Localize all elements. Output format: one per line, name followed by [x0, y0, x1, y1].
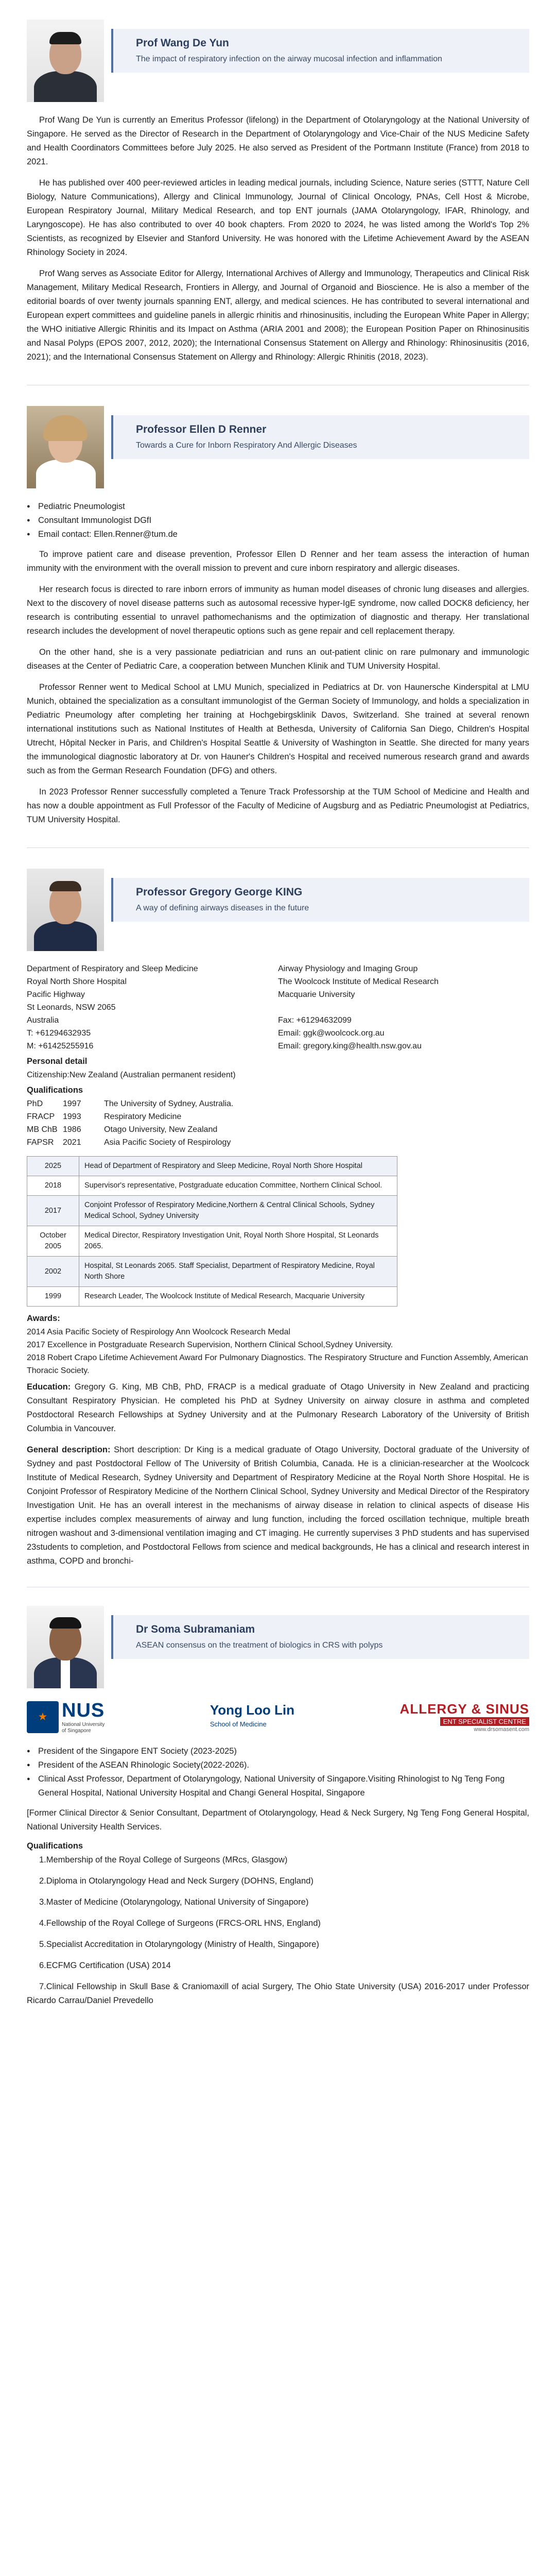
education-paragraph: Education: Gregory G. King, MB ChB, PhD, FRACP is a medical graduate of Otago University in New Zealand and practicing Consultant Respiratory Physician. He completed his PhD at Sydney University on airway closure in asthma and completed Postdoctoral Research Fellowships at Sydney University and at the Pulmonary Research Laboratory of the University of British Columbia in Vancouver. — [27, 1382, 529, 1433]
qualification-item: 7.Clinical Fellowship in Skull Base & Craniomaxill of acial Surgery, The Ohio State University (USA) 2016-2017 under Professor Ricardo Carrau/Daniel Prevedello — [27, 1982, 529, 2005]
table-row: 1999 Research Leader, The Woolcock Institute of Medical Research, Macquarie University — [27, 1287, 397, 1307]
phone-number: M: +61425255916 — [27, 1042, 94, 1050]
qualification-row: MB ChB 1986 Otago University, New Zealand — [27, 1125, 218, 1134]
profile-header — [27, 1606, 529, 1688]
citizenship: Citizenship:New Zealand (Australian permanent resident) — [27, 1071, 236, 1079]
qualification-item: 1.Membership of the Royal College of Surgeons (MRcs, Glasgow) — [39, 1855, 288, 1865]
address-line: Royal North Shore Hospital — [27, 977, 127, 986]
portrait-photo — [27, 1606, 104, 1688]
portrait-photo — [27, 869, 104, 951]
qualification-item: 2.Diploma in Otolaryngology Head and Neck Surgery (DOHNS, England) — [39, 1876, 314, 1886]
role-item: ● Clinical Asst Professor, Department of Otolaryngology, National University of Singapore.Visiting Rhinologist to Ng Teng Fong General Hospital, National University Hospital and Changi General Hospital, Singapore — [27, 1772, 529, 1800]
table-row: October 2005 Medical Director, Respiratory Investigation Unit, Royal North Shore Hospital, St Leonards 2065. — [27, 1226, 397, 1257]
portrait-photo — [27, 406, 104, 488]
profile-wang-de-yun — [0, 0, 556, 364]
profile-title-box — [111, 878, 529, 922]
affiliation-logos — [27, 1700, 529, 1734]
profile-gregory-king — [0, 869, 556, 1568]
award-item: 2014 Asia Pacific Society of Respirology Ann Woolcock Research Medal — [27, 1328, 290, 1336]
qualification-item: 3.Master of Medicine (Otolaryngology, National University of Singapore) — [39, 1897, 309, 1907]
address-line: The Woolcock Institute of Medical Research — [278, 977, 439, 986]
bio-paragraph: In 2023 Professor Renner successfully completed a Tenure Track Professorship at the TUM School of Medicine and Health and has now a double appointment as Full Professor of the Faculty of Medicine of Augsburg and as Pediatric Pneumologist at Pediatrics, TUM University Hospital. — [27, 787, 529, 824]
contact-phone-email — [27, 1027, 529, 1053]
bio-paragraph: He has published over 400 peer-reviewed articles in leading medical journals, including Science, Nature series (STTT, Nature Cell Biology, Nature Communications), Allergy and Clinical Immunology, Journal of Clinical Oncology, PNAs, Cell Host & Microbe, European Respiratory Journal, Military Medical Research, and top ENT journals (JAMA Otolaryngology, IFAR, Rhinology, and Laryngoscope). He has also contributed to over 40 book chapters. From 2020 to 2024, he was listed among the World's Top 2% Scientists, as recognized by Elsevier and Stanford University. He was honored with the Lifetime Achievement Award by the ASEAN Rhinology Society in 2024. — [27, 178, 529, 257]
profile-tagline: A way of defining airways diseases in the future — [136, 904, 309, 912]
address-line: Pacific Highway — [27, 990, 85, 999]
personal-detail-heading: Personal detail — [27, 1057, 88, 1066]
profile-title-box — [111, 415, 529, 459]
address-line: Macquarie University — [278, 990, 355, 999]
qualifications-list — [27, 1097, 529, 1149]
qualifications-heading: Qualifications — [27, 1086, 83, 1095]
role-list — [27, 1744, 529, 1800]
qualification-row: FRACP 1993 Respiratory Medicine — [27, 1112, 182, 1121]
phone-number: T: +61294632935 — [27, 1029, 91, 1038]
profile-header — [27, 869, 529, 951]
profile-name: Prof Wang De Yun — [136, 37, 229, 49]
role-item: ● Pediatric Pneumologist — [27, 500, 529, 514]
profile-title-box — [111, 1615, 529, 1659]
profile-name: Professor Ellen D Renner — [136, 423, 267, 435]
ylls-medicine-logo: Yong Loo Lin School of Medicine — [210, 1702, 295, 1728]
profile-tagline: Towards a Cure for Inborn Respiratory And Allergic Diseases — [136, 441, 357, 450]
qualification-row: PhD 1997 The University of Sydney, Australia. — [27, 1099, 234, 1108]
table-row: 2017 Conjoint Professor of Respiratory Medicine,Northern & Central Clinical Schools, Sydney Medical School, Sydney University — [27, 1196, 397, 1226]
portrait-photo — [27, 20, 104, 102]
nus-crest-icon: ★ — [27, 1701, 59, 1733]
bio-paragraph: Her research focus is directed to rare inborn errors of immunity as human model diseases of chronic lung diseases and allergies. Next to the discovery of novel disease patterns such as autosomal recessive hyper-IgE syndrome, now called DOCK8 deficiency, her research is contributing essential to unravel pathomechanisms and the optimization of diagnostic and therapy. Her translational research includes the development of novel therapeutic options such as gene repair and cell replacement therapy. — [27, 585, 529, 636]
nus-logo: ★ NUS National University of Singapore — [27, 1700, 105, 1734]
role-item: ● President of the Singapore ENT Society (2023-2025) — [27, 1744, 529, 1758]
bio-paragraph: On the other hand, she is a very passionate pediatrician and runs an out-patient clinic on rare pulmonary and immunologic diseases at the Center of Pediatric Care, a cooperation between Munchen Klinik and TUM University Hospital. — [27, 648, 529, 671]
contact-address — [27, 962, 529, 1027]
bio-paragraph: To improve patient care and disease prevention, Professor Ellen D Renner and her team assess the interaction of human immunity with the environment with the overall mission to prevent and cure inborn respiratory and allergic diseases. — [27, 550, 529, 573]
profile-tagline: ASEAN consensus on the treatment of biologics in CRS with polyps — [136, 1641, 383, 1650]
profile-soma-subramaniam — [0, 1606, 556, 2008]
profile-header — [27, 20, 529, 102]
qualification-item: 5.Specialist Accreditation in Otolaryngology (Ministry of Health, Singapore) — [39, 1940, 319, 1949]
role-item: ● President of the ASEAN Rhinologic Society(2022-2026). — [27, 1758, 529, 1772]
profile-tagline: The impact of respiratory infection on the airway mucosal infection and inflammation — [136, 55, 442, 63]
address-line: St Leonards, NSW 2065 — [27, 1003, 116, 1012]
role-list — [27, 500, 529, 541]
email-link[interactable]: Email: ggk@woolcock.org.au — [278, 1029, 385, 1038]
address-line: Airway Physiology and Imaging Group — [278, 964, 418, 973]
table-row: 2002 Hospital, St Leonards 2065. Staff Specialist, Department of Respiratory Medicine, Royal North Shore — [27, 1257, 397, 1287]
address-line — [278, 1001, 529, 1014]
award-item: 2018 Robert Crapo Lifetime Achievement Award For Pulmonary Diagnostics. The Respiratory Structure and Function Assembly, American Thoracic Society. — [27, 1353, 528, 1375]
qualification-row: FAPSR 2021 Asia Pacific Society of Respirology — [27, 1138, 231, 1147]
email-link[interactable]: Email: gregory.king@health.nsw.gov.au — [278, 1042, 422, 1050]
awards-heading: Awards: — [27, 1314, 60, 1323]
qualifications-heading: Qualifications — [27, 1841, 83, 1851]
qualification-item: 4.Fellowship of the Royal College of Surgeons (FRCS-ORL HNS, England) — [39, 1919, 321, 1928]
bio-paragraph: Professor Renner went to Medical School at LMU Munich, specialized in Pediatrics at Dr. von Haunersche Kinderspital at LMU Munich, obtained the specialization as a consultant immunologist of the German Society of Immunology, and holds a specialization in Pediatric Pneumology after completing her training at Hochgebirgsklinik Davos, Switzerland. She trained at several renown international institutions such as National Institutes of Health at Bethesda, University of California San Diego, Children's Hospital Utrecht, Hôpital Necker in Paris, and Children's Hospital Seattle & University of Washington in Seattle. She directed for many years the immunological diagnostic laboratory at Dr. von Hauner's Children's Hospital and received numerous research grand and awards such as from the German Research Foundation (DFG) and others. — [27, 683, 529, 775]
allergy-sinus-centre-logo: ALLERGY & SINUS ENT SPECIALIST CENTRE www.drsomasent.com — [399, 1701, 529, 1733]
profile-title-box — [111, 29, 529, 73]
award-item: 2017 Excellence in Postgraduate Research Supervision, Northern Clinical School,Sydney University. — [27, 1341, 393, 1349]
email-item[interactable]: ● Email contact: Ellen.Renner@tum.de — [27, 528, 529, 541]
former-role: [Former Clinical Director & Senior Consultant, Department of Otolaryngology, Head & Neck Surgery, Ng Teng Fong General Hospital, National University Health Services. — [27, 1808, 529, 1832]
address-line: Australia — [27, 1016, 59, 1025]
profile-header — [27, 406, 529, 488]
table-row: 2025 Head of Department of Respiratory and Sleep Medicine, Royal North Shore Hospital — [27, 1157, 397, 1176]
bio-paragraph: Prof Wang De Yun is currently an Emeritus Professor (lifelong) in the Department of Otolaryngology at the National University of Singapore. He served as the Director of Research in the Department of Otolaryngology and Vice-Chair of the NUS Medicine Safety and Health Coordinators Committees before July 2025. He also served as President of the Portmann Institute (France) from 2018 to 2021. — [27, 115, 529, 166]
profile-name: Dr Soma Subramaniam — [136, 1623, 255, 1635]
profile-name: Professor Gregory George KING — [136, 886, 303, 898]
role-item: ● Consultant Immunologist DGfI — [27, 514, 529, 528]
bio-paragraph: Prof Wang serves as Associate Editor for Allergy, International Archives of Allergy and Immunology, Therapeutics and Clinical Risk Management, Military Medical Research, Frontiers in Allergy, and Journal of Organoid and Bioscience. He is also a member of the editorial boards of over twenty journals spanning ENT, allergy, and medical sciences. He has contributed to several international and European expert committees and guideline panels in allergic rhinitis and rhinosinusitis, including the European White Paper in Allergy; the WHO initiative Allergic Rhinitis and its Impact on Asthma (ARIA 2001 and 2008); the European Position Paper on Rhinosinusitis and Nasal Polyps (EPOS 2007, 2012, 2020); the International Consensus Statement on Allergy and Rhinology: Rhinosinusitis (2016, 2021); and the International Consensus Statement on Allergy and Rhinology: Allergic Rhinitis (2018, 2023). — [27, 269, 529, 362]
general-description-paragraph: General description: Short description: Dr King is a medical graduate of Otago University, Doctoral graduate of the University of Sydney and past Postdoctoral Fellow of The University of British Columbia, Canada. He is a clinician-researcher at the Woolcock Institute of Medical Research, Sydney University and Department of Respiratory Medicine at the Royal North Shore Hospital. He is Conjoint Professor of Respiratory Medicine of the Northern Clinical School, Sydney University and Medical Director of the Respiratory Investigation Unit. He has an overall interest in the mechanisms of airway disease in relation to clinical aspects of disease His expertise includes complex measurements of airway and lung function, including the forced oscillation technique, multiple breath nitrogen washout and 3-dimensional ventilation imaging and CT imaging. He currently supervises 3 PhD students and has supervised 23students to completion, and Postdoctoral Fellows from science and medical backgrounds, He has a clinical and research interest in asthma, COPD and bronchi- — [27, 1445, 529, 1566]
fax-number: Fax: +61294632099 — [278, 1016, 352, 1025]
career-history-table — [27, 1156, 397, 1307]
profile-ellen-renner — [0, 406, 556, 827]
qualification-item: 6.ECFMG Certification (USA) 2014 — [39, 1961, 171, 1970]
table-row: 2018 Supervisor's representative, Postgraduate education Committee, Northern Clinical School. — [27, 1176, 397, 1196]
address-line: Department of Respiratory and Sleep Medicine — [27, 964, 198, 973]
